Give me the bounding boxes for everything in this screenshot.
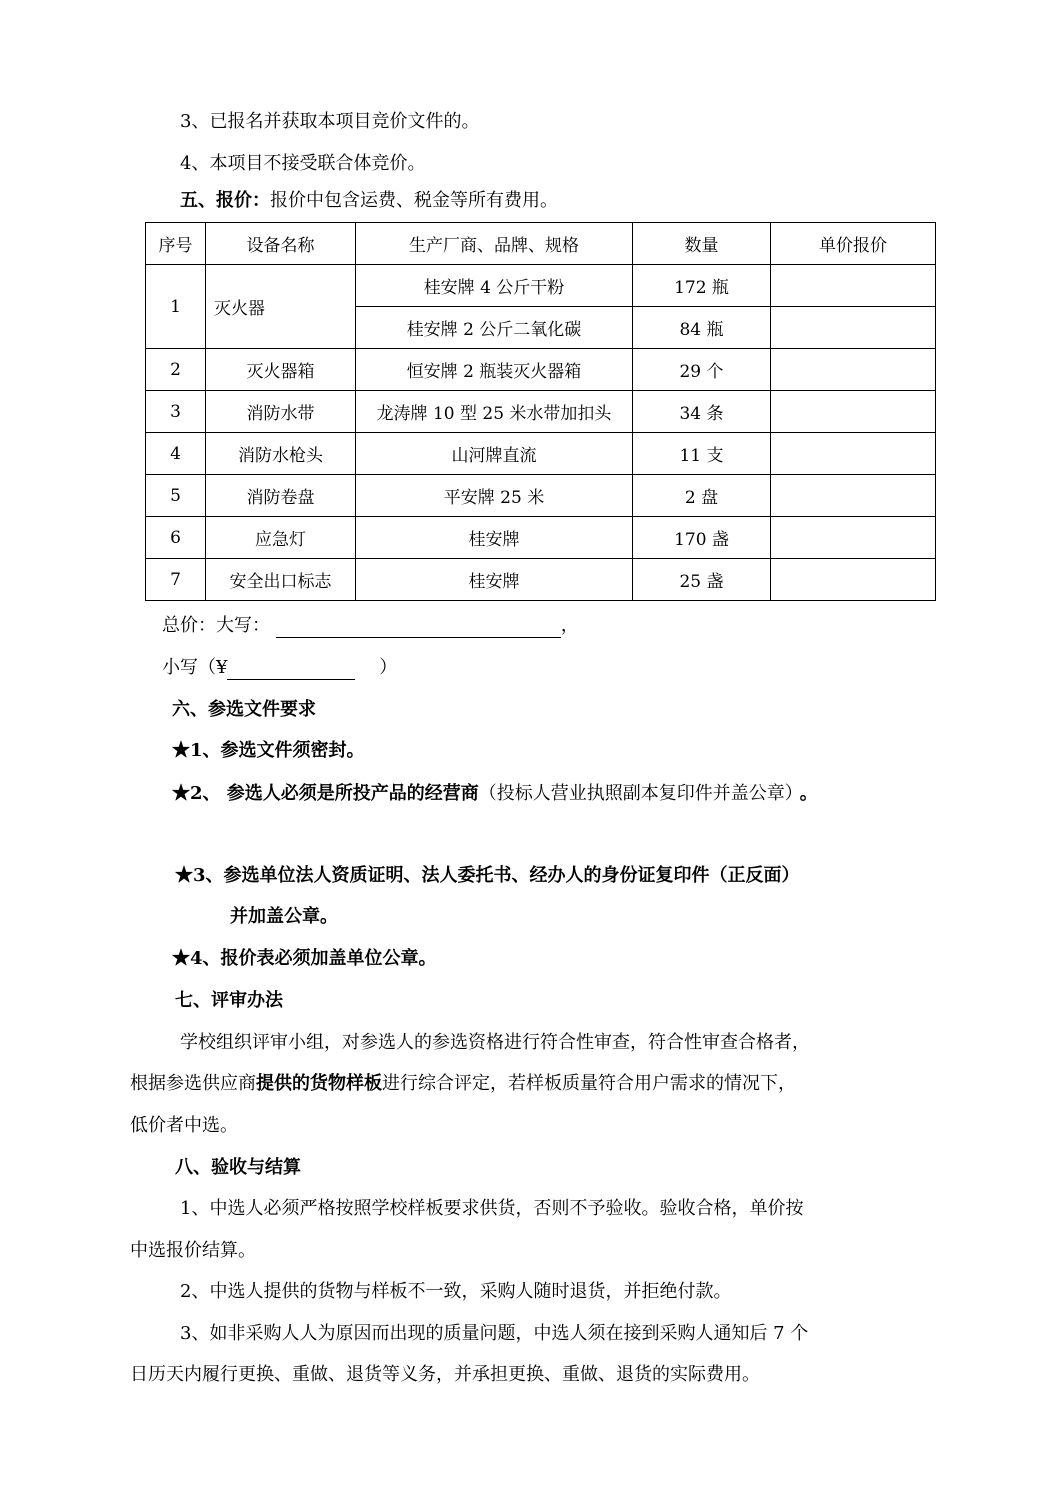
table-row	[146, 475, 936, 517]
cell-qty: 11 支	[633, 433, 771, 475]
condition-4: 4、本项目不接受联合体竞价。	[180, 153, 426, 174]
cell-spec: 龙涛牌 10 型 25 米水带加扣头	[356, 391, 633, 433]
section-8-item2: 2、中选人提供的货物与样板不一致，采购人随时退货，并拒绝付款。	[180, 1281, 732, 1302]
table-row	[146, 349, 936, 391]
quote-table	[145, 222, 936, 601]
total-upper	[162, 614, 579, 638]
header-name: 设备名称	[206, 223, 356, 265]
cell-price	[771, 559, 936, 601]
cell-spec: 桂安牌	[356, 517, 633, 559]
cell-no: 2	[146, 349, 206, 391]
cell-name: 安全出口标志	[206, 559, 356, 601]
cell-name: 灭火器箱	[206, 349, 356, 391]
section-8-item3-line2: 日历天内履行更换、重做、退货等义务，并承担更换、重做、退货的实际费用。	[130, 1364, 760, 1385]
header-no: 序号	[146, 223, 206, 265]
section-6-title: 六、参选文件要求	[172, 699, 316, 720]
table-header-row	[146, 223, 936, 265]
cell-price	[771, 265, 936, 307]
cell-qty: 2 盘	[633, 475, 771, 517]
table-row	[146, 265, 936, 307]
requirement-3-line1: ★3、参选单位法人资质证明、法人委托书、经办人的身份证复印件（正反面）	[175, 865, 800, 886]
cell-spec: 桂安牌	[356, 559, 633, 601]
section-7-text-a: 根据参选供应商	[130, 1073, 256, 1094]
cell-price	[771, 433, 936, 475]
cell-name: 应急灯	[206, 517, 356, 559]
section-7-text-c: 进行综合评定，若样板质量符合用户需求的情况下，	[382, 1073, 796, 1094]
total-lower	[162, 656, 397, 680]
cell-spec: 桂安牌 2 公斤二氧化碳	[356, 307, 633, 349]
cell-spec: 山河牌直流	[356, 433, 633, 475]
cell-name: 灭火器	[206, 265, 356, 349]
table-row	[146, 391, 936, 433]
total-lower-tail: ）	[379, 657, 398, 678]
cell-no: 5	[146, 475, 206, 517]
section-7-para-line2	[130, 1072, 796, 1096]
cell-name: 消防卷盘	[206, 475, 356, 517]
section-7-para-line1: 学校组织评审小组，对参选人的参选资格进行符合性审查，符合性审查合格者，	[180, 1032, 810, 1053]
header-spec: 生产厂商、品牌、规格	[356, 223, 633, 265]
cell-price	[771, 391, 936, 433]
total-upper-tail: ，	[560, 615, 579, 636]
cell-name: 消防水枪头	[206, 433, 356, 475]
cell-no: 3	[146, 391, 206, 433]
header-price: 单价报价	[771, 223, 936, 265]
requirement-3-line2: 并加盖公章。	[230, 906, 338, 927]
cell-qty: 25 盏	[633, 559, 771, 601]
cell-spec: 平安牌 25 米	[356, 475, 633, 517]
section-7-title: 七、评审办法	[175, 990, 283, 1011]
cell-no: 4	[146, 433, 206, 475]
cell-price	[771, 349, 936, 391]
cell-no: 7	[146, 559, 206, 601]
requirement-2-end: 。	[799, 783, 818, 804]
cell-price	[771, 307, 936, 349]
table-row	[146, 559, 936, 601]
section-5-text: 报价中包含运费、税金等所有费用。	[270, 190, 558, 211]
cell-qty: 170 盏	[633, 517, 771, 559]
table-row	[146, 517, 936, 559]
section-8-title: 八、验收与结算	[175, 1157, 301, 1178]
requirement-2-main: ★2、 参选人必须是所投产品的经营商	[172, 783, 479, 804]
total-lower-blank[interactable]	[227, 659, 355, 680]
cell-qty: 29 个	[633, 349, 771, 391]
total-upper-label: 总价：大写：	[162, 615, 270, 636]
total-lower-label: 小写（¥	[162, 657, 228, 678]
cell-qty: 84 瓶	[633, 307, 771, 349]
cell-name: 消防水带	[206, 391, 356, 433]
requirement-4: ★4、报价表必须加盖单位公章。	[172, 948, 437, 969]
table-row	[146, 433, 936, 475]
requirement-1: ★1、参选文件须密封。	[172, 740, 365, 761]
section-8-item1-line2: 中选报价结算。	[130, 1240, 256, 1261]
section-8-item3-line1: 3、如非采购人人为原因而出现的质量问题，中选人须在接到采购人通知后 7 个	[180, 1323, 809, 1344]
section-5	[180, 189, 558, 213]
section-5-title: 五、报价：	[180, 190, 270, 211]
condition-3: 3、已报名并获取本项目竞价文件的。	[180, 111, 480, 132]
cell-spec: 恒安牌 2 瓶装灭火器箱	[356, 349, 633, 391]
cell-spec: 桂安牌 4 公斤干粉	[356, 265, 633, 307]
cell-qty: 172 瓶	[633, 265, 771, 307]
cell-price	[771, 517, 936, 559]
cell-price	[771, 475, 936, 517]
cell-no: 6	[146, 517, 206, 559]
requirement-2-note: （投标人营业执照副本复印件并盖公章）	[478, 783, 794, 804]
requirement-2	[172, 782, 818, 806]
section-7-para-line3: 低价者中选。	[130, 1115, 238, 1136]
total-upper-blank[interactable]	[276, 617, 561, 638]
cell-no: 1	[146, 265, 206, 349]
cell-qty: 34 条	[633, 391, 771, 433]
header-qty: 数量	[633, 223, 771, 265]
section-7-text-bold: 提供的货物样板	[256, 1073, 382, 1094]
section-8-item1-line1: 1、中选人必须严格按照学校样板要求供货，否则不予验收。验收合格，单价按	[180, 1198, 804, 1219]
